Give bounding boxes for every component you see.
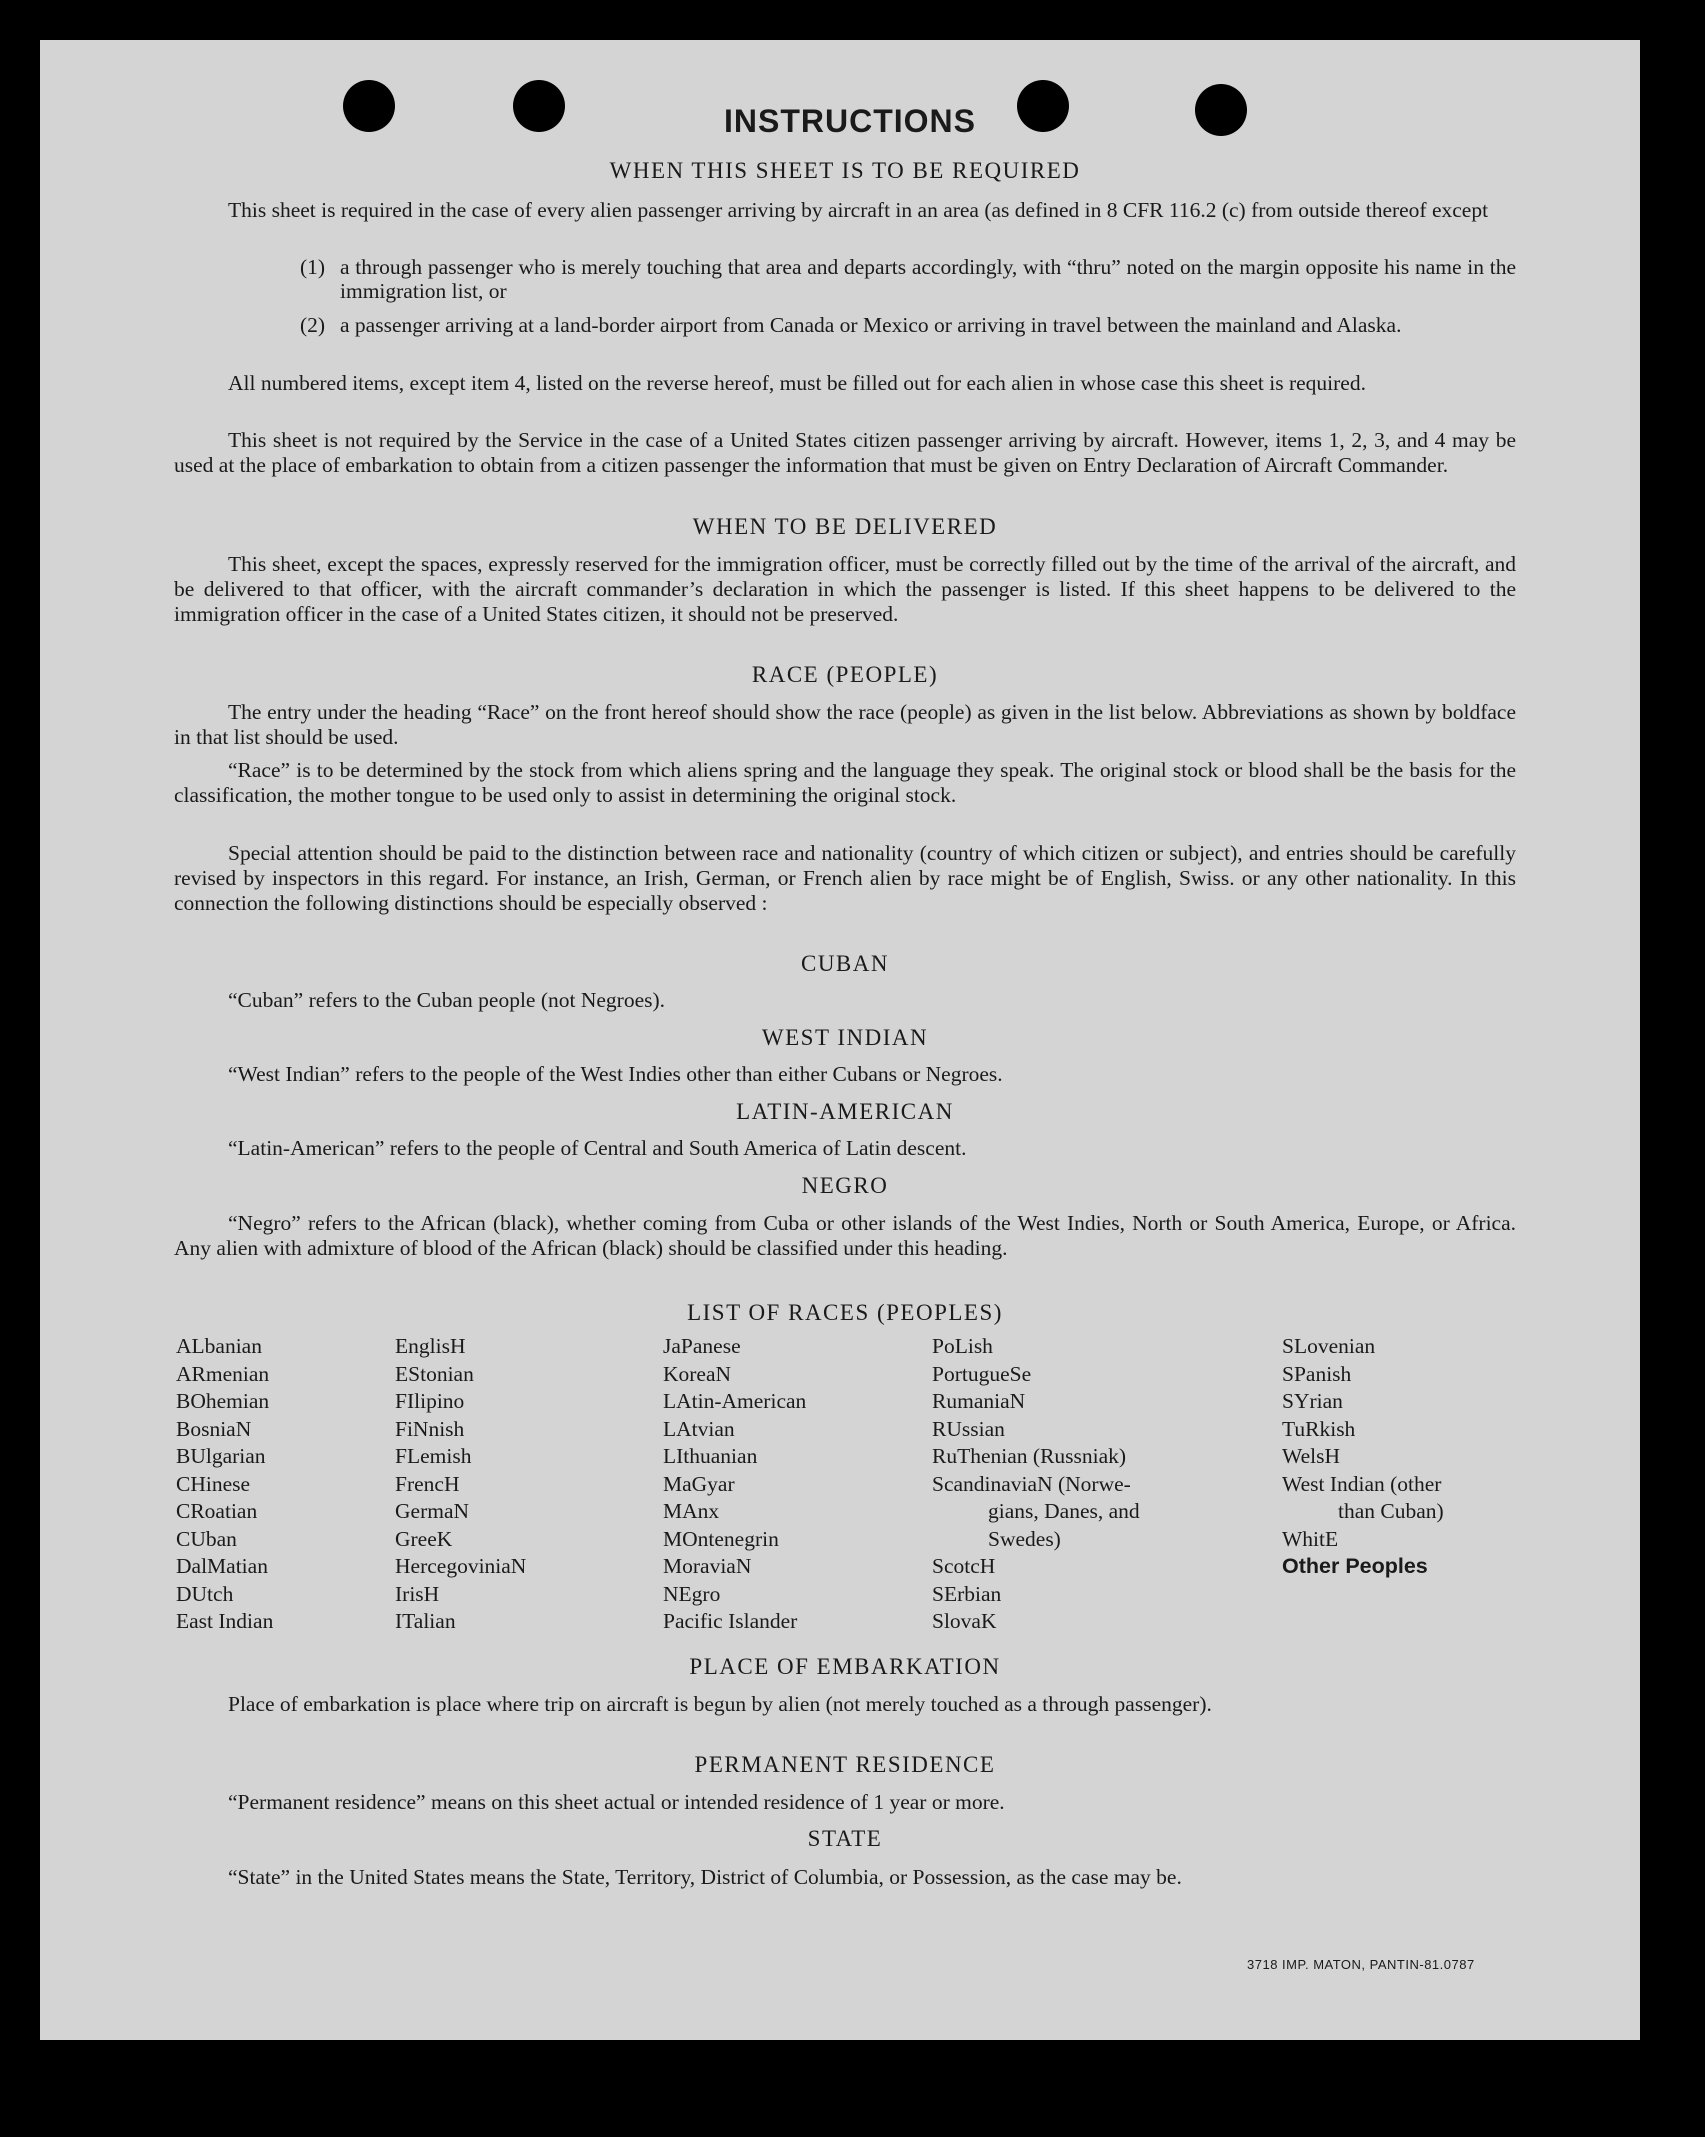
race-entry: FIlipino — [395, 1389, 465, 1413]
heading-when-required: WHEN THIS SHEET IS TO BE REQUIRED — [609, 158, 1081, 183]
race-column-5 — [1282, 1333, 1444, 1581]
race-column-3 — [663, 1333, 806, 1636]
race-entry: ScotcH — [932, 1554, 996, 1578]
race-entry: IrisH — [395, 1581, 440, 1606]
list-item: (2) a passenger arriving at a land-border airport from Canada or Mexico or arriving in travel between the mainland and Alaska. — [300, 313, 1402, 337]
paragraph: Place of embarkation is place where trip on aircraft is begun by alien (not merely touched as a through passenger). — [228, 1692, 1212, 1716]
heading-race: RACE (PEOPLE) — [751, 662, 939, 687]
race-entry: FiNnish — [395, 1416, 465, 1441]
race-entry: MoraviaN — [663, 1554, 752, 1578]
paragraph: This sheet is not required by the Service in the case of a United States citizen passenger arriving by aircraft. However, items 1, 2, 3, and 4 may be used at the place of embarkation to obtain from a citizen passenger the information that must be given on Entry Declaration of Aircraft Commander. — [174, 428, 1516, 477]
race-entry: BosniaN — [176, 1416, 252, 1441]
race-entry: DUtch — [176, 1581, 234, 1606]
heading-embarkation: PLACE OF EMBARKATION — [689, 1654, 1001, 1679]
race-entry: SYrian — [1282, 1389, 1343, 1413]
heading-negro: NEGRO — [801, 1173, 889, 1198]
race-entry: HercegoviniaN — [395, 1554, 527, 1578]
paragraph: This sheet, except the spaces, expressly reserved for the immigration officer, must be correctly filled out by the time of the arrival of the aircraft, and be delivered to that officer, with the aircraft commander’s declaration in which the passenger is listed. If this sheet happens to be delivered to the immigration officer in the case of a United States citizen, it should not be preserved. — [174, 552, 1516, 626]
race-entry: RuThenian (Russniak) — [932, 1444, 1127, 1468]
race-entry: Other Peoples — [1282, 1554, 1428, 1578]
race-entry: SlovaK — [932, 1609, 997, 1633]
race-entry: SLovenian — [1282, 1334, 1376, 1358]
race-entry: PortugueSe — [932, 1361, 1032, 1386]
race-entry: WelsH — [1282, 1444, 1340, 1468]
race-entry: ScandinaviaN (Norwe- — [932, 1471, 1131, 1496]
paragraph: The entry under the heading “Race” on the front hereof should show the race (people) as given in the list below. Abbreviations as shown by boldface in that list should be used. — [174, 700, 1516, 749]
paragraph: This sheet is required in the case of every alien passenger arriving by aircraft in an area (as defined in 8 CFR 116.2 (c) from outside thereof except — [228, 198, 1489, 222]
paragraph: “Latin-American” refers to the people of Central and South America of Latin descent. — [228, 1136, 967, 1160]
paragraph: “Permanent residence” means on this sheet actual or intended residence of 1 year or more. — [228, 1790, 1005, 1814]
race-entry: DalMatian — [176, 1554, 268, 1578]
race-entry: GreeK — [395, 1526, 453, 1551]
race-entry: BUlgarian — [176, 1444, 266, 1468]
race-entry: Swedes) — [988, 1526, 1061, 1551]
race-entry: TuRkish — [1282, 1416, 1356, 1441]
race-entry: FrencH — [395, 1471, 460, 1496]
race-entry: SErbian — [932, 1581, 1002, 1606]
page-title: INSTRUCTIONS — [724, 103, 976, 139]
race-entry: ALbanian — [176, 1334, 262, 1358]
race-entry: BOhemian — [176, 1389, 270, 1413]
race-entry: than Cuban) — [1338, 1499, 1444, 1523]
race-entry: PoLish — [932, 1334, 993, 1358]
heading-latin-american: LATIN-AMERICAN — [736, 1099, 954, 1124]
heading-state: STATE — [807, 1826, 883, 1851]
race-entry: RumaniaN — [932, 1389, 1026, 1413]
race-entry: LAtin-American — [663, 1389, 807, 1413]
paragraph: “Race” is to be determined by the stock from which aliens spring and the language they speak. The original stock or blood shall be the basis for the classification, the mother tongue to be used only to assist in determining the original stock. — [174, 758, 1516, 807]
race-entry: gians, Danes, and — [988, 1499, 1140, 1523]
paragraph: All numbered items, except item 4, listed on the reverse hereof, must be filled out for each alien in whose case this sheet is required. — [228, 371, 1366, 395]
paragraph: “West Indian” refers to the people of the West Indies other than either Cubans or Negroes. — [228, 1062, 1003, 1086]
race-column-1 — [176, 1333, 273, 1636]
race-entry: West Indian (other — [1282, 1471, 1442, 1496]
race-entry: Pacific Islander — [663, 1609, 798, 1633]
race-entry: KoreaN — [663, 1361, 732, 1386]
paragraph: “State” in the United States means the State, Territory, District of Columbia, or Possession, as the case may be. — [228, 1865, 1182, 1889]
paragraph: “Cuban” refers to the Cuban people (not Negroes). — [228, 988, 666, 1012]
paragraph: Special attention should be paid to the distinction between race and nationality (country of which citizen or subject), and entries should be carefully revised by inspectors in this regard. For instance, an Irish, German, or French alien by race might be of English, Swiss. or any other nationality. In this connection the following distinctions should be especially observed : — [174, 841, 1516, 915]
race-entry: MaGyar — [663, 1471, 735, 1496]
race-entry: ITalian — [395, 1609, 456, 1633]
race-entry: EnglisH — [395, 1334, 466, 1358]
heading-cuban: CUBAN — [800, 951, 889, 976]
race-entry: CHinese — [176, 1471, 251, 1496]
race-entry: MAnx — [663, 1499, 720, 1523]
paragraph: “Negro” refers to the African (black), whether coming from Cuba or other islands of the West Indies, North or South America, Europe, or Africa. Any alien with admixture of blood of the African (black) should be classified under this heading. — [174, 1211, 1516, 1260]
race-entry: LAtvian — [663, 1416, 735, 1441]
race-entry: EStonian — [395, 1361, 474, 1386]
heading-residence: PERMANENT RESIDENCE — [694, 1752, 996, 1777]
printer-imprint: 3718 IMP. MATON, PANTIN-81.0787 — [1247, 1957, 1475, 1972]
race-column-2 — [395, 1333, 526, 1636]
race-entry: East Indian — [176, 1609, 274, 1633]
race-entry: WhitE — [1282, 1526, 1339, 1551]
race-entry: SPanish — [1282, 1361, 1352, 1386]
list-item: (1) a through passenger who is merely touching that area and departs accordingly, with “thru” noted on the margin opposite his name in the immigration list, or — [300, 255, 1516, 303]
race-entry: CUban — [176, 1526, 237, 1551]
heading-west-indian: WEST INDIAN — [761, 1025, 929, 1050]
race-entry: FLemish — [395, 1444, 472, 1468]
heading-when-delivered: WHEN TO BE DELIVERED — [692, 514, 998, 539]
race-entry: CRoatian — [176, 1499, 258, 1523]
heading-list-of-races: LIST OF RACES (PEOPLES) — [687, 1300, 1003, 1325]
race-entry: RUssian — [932, 1416, 1005, 1441]
race-entry: GermaN — [395, 1499, 470, 1523]
race-entry: NEgro — [663, 1581, 721, 1606]
race-entry: LIthuanian — [663, 1444, 758, 1468]
race-column-4 — [932, 1333, 1140, 1636]
race-entry: ARmenian — [176, 1361, 270, 1386]
race-entry: JaPanese — [663, 1334, 741, 1358]
race-entry: MOntenegrin — [663, 1526, 779, 1551]
